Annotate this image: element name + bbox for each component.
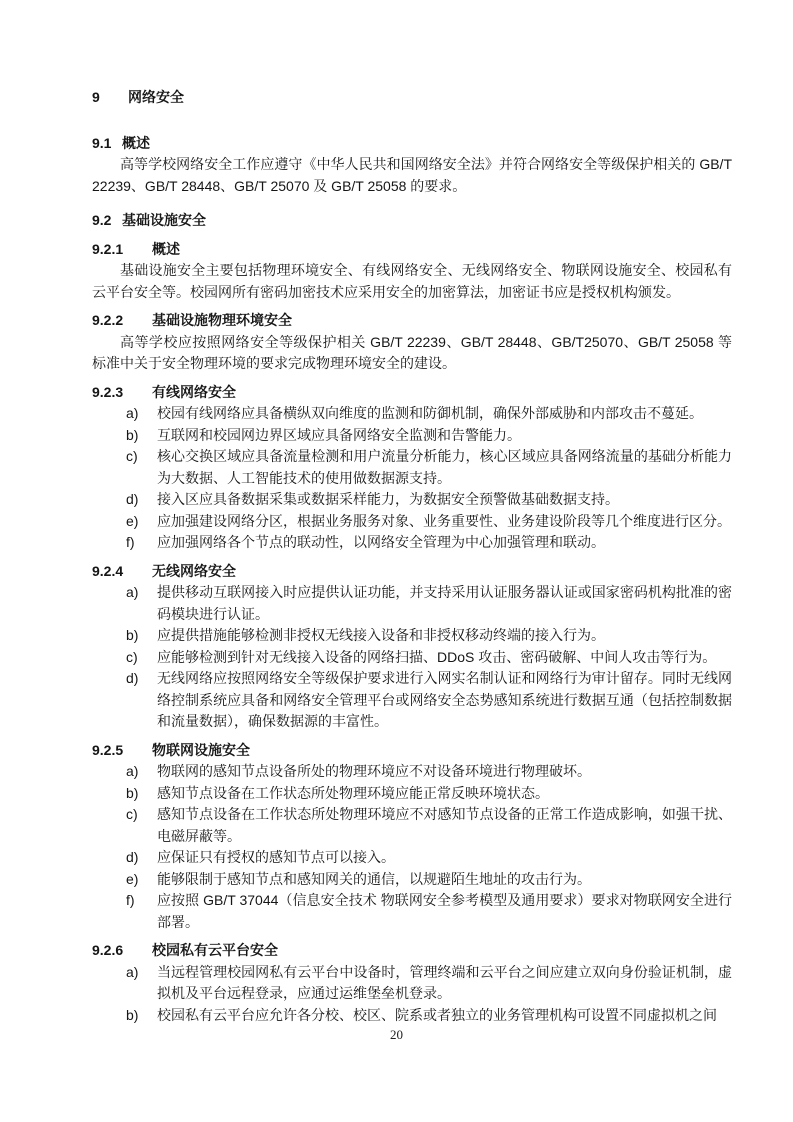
list-item-text: 应提供措施能够检测非授权无线接入设备和非授权移动终端的接入行为。 [157, 627, 605, 643]
list-item-label: b) [126, 784, 139, 801]
section-title: 基础设施物理环境安全 [152, 312, 292, 328]
section-title: 有线网络安全 [152, 383, 236, 400]
list-item-label: c) [126, 648, 138, 665]
list-item-label: d) [126, 849, 139, 865]
section-title: 概述 [122, 134, 150, 151]
page-number: 20 [390, 1027, 403, 1042]
section-number: 9.2.4 [92, 562, 124, 579]
list-item-text: 应保证只有授权的感知节点可以接入。 [157, 849, 395, 865]
list-item-text: 能够限制于感知节点和感知网关的通信，以规避陌生地址的攻击行为。 [157, 870, 591, 887]
list-item-label: a) [126, 763, 139, 779]
list-item [92, 668, 732, 733]
section-number: 9.2.6 [92, 942, 124, 958]
list-item [92, 962, 732, 1005]
list-item [92, 783, 732, 805]
list-item-text: 当远程管理校园网私有云平台中设备时，管理终端和云平台之间应建立双向身份验证机制，虚拟机及平台远程登录，应通过运维堡垒机登录。 [157, 963, 732, 1001]
section-heading-9-2 [92, 210, 732, 232]
section-title: 概述 [152, 240, 180, 257]
section-title: 无线网络安全 [152, 562, 236, 579]
section-number: 9.2.5 [92, 741, 124, 758]
list-item-label: a) [126, 963, 139, 980]
list-item [92, 869, 732, 891]
section-heading-9-2-5 [92, 740, 732, 762]
section-heading-9-2-4 [92, 561, 732, 583]
list-item-text: 无线网络应按照网络安全等级保护要求进行入网实名制认证和网络行为审计留存。同时无线网络控制系统应具备和网络安全管理平台或网络安全态势感知系统进行数据互通（包括控制数据和流量数据），确保数据源的丰富性。 [157, 670, 732, 729]
list-item-text: 应加强网络各个节点的联动性，以网络安全管理为中心加强管理和联动。 [157, 534, 605, 550]
list-item-label: c) [126, 806, 138, 822]
list-item-text: 提供移动互联网接入时应提供认证功能，并支持采用认证服务器认证或国家密码机构批准的密码模块进行认证。 [157, 584, 732, 622]
list-item [92, 625, 732, 647]
paragraph: 高等学校应按照网络安全等级保护相关 GB/T 22239、GB/T 28448、GB/T25070、GB/T 25058 等标准中关于安全物理环境的要求完成物理环境安全的建设。 [92, 333, 732, 371]
list-9-2-3 [92, 403, 732, 554]
list-item-text: 应按照 GB/T 37044（信息安全技术 物联网安全参考模型及通用要求）要求对物联网安全进行部署。 [157, 892, 732, 930]
list-item [92, 804, 732, 847]
list-item-text: 校园私有云平台应允许各分校、校区、院系或者独立的业务管理机构可设置不同虚拟机之间 [157, 1006, 717, 1023]
section-heading-9-2-3 [92, 382, 732, 404]
section-heading-9-2-2 [92, 310, 732, 332]
list-item-label: e) [126, 512, 139, 529]
list-item [92, 446, 732, 489]
list-item-label: a) [126, 405, 139, 421]
list-item [92, 532, 732, 554]
paragraph: 基础设施安全主要包括物理环境安全、有线网络安全、无线网络安全、物联网设施安全、校园私有云平台安全等。校园网所有密码加密技术应采用安全的加密算法，加密证书应是授权机构颁发。 [92, 262, 732, 300]
section-heading-9-1 [92, 133, 732, 155]
list-item [92, 403, 732, 425]
list-item [92, 489, 732, 511]
chapter-title: 网络安全 [128, 89, 184, 105]
list-item [92, 761, 732, 783]
list-item-label: f) [126, 892, 135, 908]
list-9-2-6 [92, 962, 732, 1027]
section-number: 9.2.1 [92, 240, 124, 257]
list-item-text: 接入区应具备数据采集或数据采样能力，为数据安全预警做基础数据支持。 [157, 491, 619, 507]
chapter-heading [92, 87, 732, 109]
section-number: 9.2.2 [92, 312, 124, 328]
list-9-2-4 [92, 582, 732, 733]
section-title: 校园私有云平台安全 [152, 942, 278, 958]
list-item-text: 物联网的感知节点设备所处的物理环境应不对设备环境进行物理破坏。 [157, 763, 591, 779]
list-item-text: 互联网和校园网边界区域应具备网络安全监测和告警能力。 [157, 426, 521, 443]
paragraph: 高等学校网络安全工作应遵守《中华人民共和国网络安全法》并符合网络安全等级保护相关的 GB/T 22239、GB/T 28448、GB/T 25070 及 GB/T 25058 的要求。 [92, 156, 732, 194]
section-number: 9.1 [92, 134, 112, 151]
list-item-label: a) [126, 584, 139, 600]
list-item-label: c) [126, 448, 138, 464]
section-heading-9-2-6 [92, 940, 732, 962]
list-item-text: 感知节点设备在工作状态所处物理环境应能正常反映环境状态。 [157, 784, 549, 801]
list-item-label: d) [126, 491, 139, 507]
list-item [92, 1005, 732, 1027]
list-item [92, 511, 732, 533]
section-number: 9.2.3 [92, 383, 124, 400]
chapter-number: 9 [92, 89, 100, 105]
list-item-text: 核心交换区域应具备流量检测和用户流量分析能力，核心区域应具备网络流量的基础分析能力为大数据、人工智能技术的使用做数据源支持。 [157, 448, 732, 486]
section-number: 9.2 [92, 212, 112, 228]
list-item-label: e) [126, 870, 139, 887]
section-title: 物联网设施安全 [152, 741, 250, 758]
list-item-label: d) [126, 670, 139, 686]
list-item [92, 890, 732, 933]
list-9-2-5 [92, 761, 732, 933]
section-heading-9-2-1 [92, 239, 732, 261]
list-item [92, 425, 732, 447]
list-item-label: f) [126, 534, 135, 550]
list-item [92, 847, 732, 869]
list-item-label: b) [126, 627, 139, 643]
list-item-label: b) [126, 426, 139, 443]
document-content [92, 87, 732, 1026]
list-item-label: b) [126, 1006, 139, 1023]
list-item [92, 582, 732, 625]
list-item [92, 647, 732, 669]
list-item-text: 应能够检测到针对无线接入设备的网络扫描、DDoS 攻击、密码破解、中间人攻击等行为。 [157, 648, 717, 665]
section-title: 基础设施安全 [122, 212, 206, 228]
list-item-text: 校园有线网络应具备横纵双向维度的监测和防御机制，确保外部威胁和内部攻击不蔓延。 [157, 405, 703, 421]
list-item-text: 感知节点设备在工作状态所处物理环境应不对感知节点设备的正常工作造成影响，如强干扰、电磁屏蔽等。 [157, 806, 732, 844]
list-item-text: 应加强建设网络分区，根据业务服务对象、业务重要性、业务建设阶段等几个维度进行区分。 [157, 512, 731, 529]
